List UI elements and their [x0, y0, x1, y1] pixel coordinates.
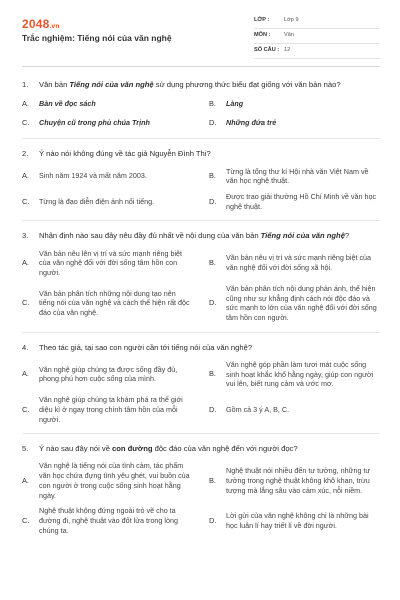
answer-options — [22, 249, 380, 323]
answer-letter: D. — [209, 117, 217, 127]
question-prompt-text: Theo tác giả, tại sao con người cần tới tiếng nói của văn nghệ? — [39, 342, 253, 352]
answer-text: Văn nghệ góp phần làm tươi mát cuộc sống sinh hoạt khắc khổ hằng ngày, giúp con người vui lên, biết rung cảm và ước mơ. — [226, 359, 374, 389]
question-number: 4. — [22, 342, 29, 352]
answer-option[interactable] — [209, 395, 380, 424]
answer-letter: B. — [209, 171, 216, 181]
answer-letter: C. — [22, 298, 30, 308]
question-text — [22, 231, 380, 241]
meta-row-class — [254, 14, 380, 29]
question-prompt — [39, 80, 380, 90]
answer-text: Văn bản nêu lên vị trí và sức mạnh riêng biệt của văn nghệ đối với đời sống tâm hồn con người. — [39, 248, 183, 278]
answer-letter: D. — [209, 515, 217, 525]
question-number: 2. — [22, 149, 29, 159]
answer-text: Làng — [226, 98, 244, 108]
answer-text: Gồm cả 3 ý A, B, C. — [226, 404, 290, 414]
answer-text: Được trao giải thưởng Hồ Chí Minh về văn học nghệ thuật. — [226, 191, 377, 211]
answer-text: Văn bản nêu vị trí và sức mạnh riêng biệt của văn nghệ đối với đời sống xã hội. — [226, 253, 372, 273]
question-text — [22, 80, 380, 90]
answer-text: Những đứa trẻ — [226, 117, 277, 127]
meta-table — [254, 14, 380, 59]
site-logo[interactable]: 2048.vn — [22, 17, 60, 31]
question-prompt — [39, 231, 380, 241]
answer-option[interactable] — [209, 461, 380, 500]
answer-letter: C. — [22, 117, 30, 127]
question-prompt — [39, 444, 380, 454]
meta-row-count — [254, 44, 380, 59]
answer-option[interactable] — [209, 506, 380, 535]
question-divider — [22, 433, 380, 434]
answer-text: Sinh năm 1924 và mất năm 2003. — [39, 171, 147, 181]
question-prompt-text: sử dụng phương thức biểu đạt giống với văn bản nào? — [153, 80, 341, 89]
document-title: Trắc nghiệm: Tiếng nói của văn nghệ — [22, 33, 172, 43]
answer-letter: D. — [209, 298, 217, 308]
question-text — [22, 149, 380, 159]
question-prompt-text: ? — [344, 231, 350, 241]
answer-text: Nghệ thuật không đứng ngoài trỏ vẽ cho ta đường đi, nghệ thuật vào đốt lửa trong lòng chúng ta. — [39, 506, 179, 535]
worksheet-header — [0, 0, 400, 68]
answer-option[interactable] — [209, 167, 380, 186]
answer-options — [22, 97, 380, 129]
answer-option[interactable] — [209, 360, 380, 389]
answer-option[interactable] — [22, 360, 193, 389]
question-number: 1. — [22, 80, 29, 89]
answer-option[interactable] — [209, 116, 380, 129]
answer-letter: B. — [209, 475, 216, 485]
meta-value: Lớp 9 — [284, 17, 299, 24]
question-divider — [22, 220, 380, 221]
question-prompt-text: Văn bản — [39, 80, 70, 89]
answer-option[interactable] — [22, 167, 193, 186]
question-prompt-text: Ý nào nói không đúng về tác giả Nguyễn Đình Thi? — [39, 149, 211, 159]
answer-option[interactable] — [209, 249, 380, 278]
answer-letter: A. — [22, 171, 29, 181]
question-prompt-text: độc đáo của văn nghệ đến với người đọc? — [152, 444, 298, 454]
answer-letter: B. — [209, 369, 216, 379]
answer-text: Văn nghệ giúp chúng ta khám phá ra thế giới diệu kì ở ngay trong chính tâm hồn của mỗi người. — [39, 395, 183, 424]
answer-text: Văn bản phân tích những nội dung tạo nên tiếng nói của văn nghệ và cách thể hiện rất độc đáo của văn nghệ. — [39, 288, 190, 318]
answer-option[interactable] — [22, 249, 193, 278]
answer-letter: C. — [22, 515, 30, 525]
question-block — [22, 343, 380, 425]
meta-value: 12 — [284, 47, 291, 54]
answer-option[interactable] — [22, 461, 193, 500]
answer-letter: B. — [209, 98, 216, 108]
question-list — [22, 80, 380, 545]
question-prompt — [39, 343, 380, 353]
answer-options — [22, 461, 380, 535]
answer-options — [22, 167, 380, 212]
question-block — [22, 444, 380, 535]
meta-value: Văn — [284, 32, 294, 39]
answer-text: Nghệ thuật nói nhiều đến tư tưởng, những tư tưởng trong nghệ thuật không khô khan, trừu tượng mà lắng sâu vào cảm xúc, nỗi niềm. — [226, 466, 371, 495]
answer-letter: A. — [22, 258, 29, 268]
answer-text: Văn bản phân tích nội dung phản ánh, thể hiện cũng như sự khẳng định cách nói độc đáo và sức mạnh to lớn của văn nghệ đối với đời sống tâm hồn con người. — [226, 283, 377, 322]
question-block — [22, 149, 380, 211]
answer-text: Bàn về đọc sách — [39, 98, 96, 108]
answer-option[interactable] — [22, 192, 193, 211]
question-prompt-emphasis: Tiếng nói của văn nghệ — [260, 231, 345, 241]
answer-letter: A. — [22, 98, 29, 108]
question-prompt-text: Nhận định nào sau đây nêu đầy đủ nhất về nội dung của văn bản — [39, 231, 261, 241]
question-divider — [22, 332, 380, 333]
question-block — [22, 231, 380, 322]
answer-letter: C. — [22, 196, 30, 206]
answer-letter: B. — [209, 258, 216, 268]
answer-option[interactable] — [22, 284, 193, 323]
question-prompt-text: Ý nào sau đây nói về — [39, 444, 113, 454]
question-prompt-emphasis: Tiếng nói của văn nghệ — [69, 80, 154, 89]
question-text — [22, 343, 380, 353]
question-block — [22, 80, 380, 129]
answer-options — [22, 360, 380, 424]
answer-option[interactable] — [22, 97, 193, 110]
answer-letter: D. — [209, 196, 217, 206]
answer-option[interactable] — [22, 506, 193, 535]
question-divider — [22, 138, 380, 139]
answer-letter: A. — [22, 369, 29, 379]
header-divider — [22, 66, 380, 67]
answer-letter: A. — [22, 475, 29, 485]
question-prompt — [39, 149, 380, 159]
answer-text: Văn nghệ là tiếng nói của tình cảm, tác phẩm văn học chứa đựng tình yêu ghét, vui buồn của con người ở trong cuộc sống sinh hoạt hằng ngày. — [39, 461, 190, 500]
answer-text: Văn nghệ giúp chúng ta được sống đầy đủ, phong phú hơn cuộc sống của mình. — [39, 364, 178, 384]
question-number: 3. — [22, 231, 29, 241]
meta-label: MÔN : — [254, 32, 271, 39]
answer-text: Lời gửi của văn nghệ không chỉ là những bài học luân lí hay triết lí về đời người. — [226, 511, 369, 530]
meta-label: SỐ CÂU : — [254, 47, 280, 54]
question-text — [22, 444, 380, 454]
answer-option[interactable] — [209, 284, 380, 323]
meta-row-subject — [254, 29, 380, 44]
answer-option[interactable] — [22, 395, 193, 424]
meta-label: LỚP : — [254, 17, 270, 24]
answer-option[interactable] — [22, 116, 193, 129]
answer-option[interactable] — [209, 97, 380, 110]
question-number: 5. — [22, 444, 29, 454]
answer-option[interactable] — [209, 192, 380, 211]
answer-text: Từng là tổng thư kí Hội nhà văn Việt Nam về văn học nghệ thuật. — [226, 166, 369, 186]
answer-letter: D. — [209, 404, 217, 414]
answer-text: Từng là đạo diễn điện ảnh nổi tiếng. — [39, 196, 155, 206]
question-prompt-emphasis: con đường — [112, 444, 153, 454]
answer-letter: C. — [22, 404, 30, 414]
answer-text: Chuyện cũ trong phủ chúa Trịnh — [39, 117, 150, 127]
